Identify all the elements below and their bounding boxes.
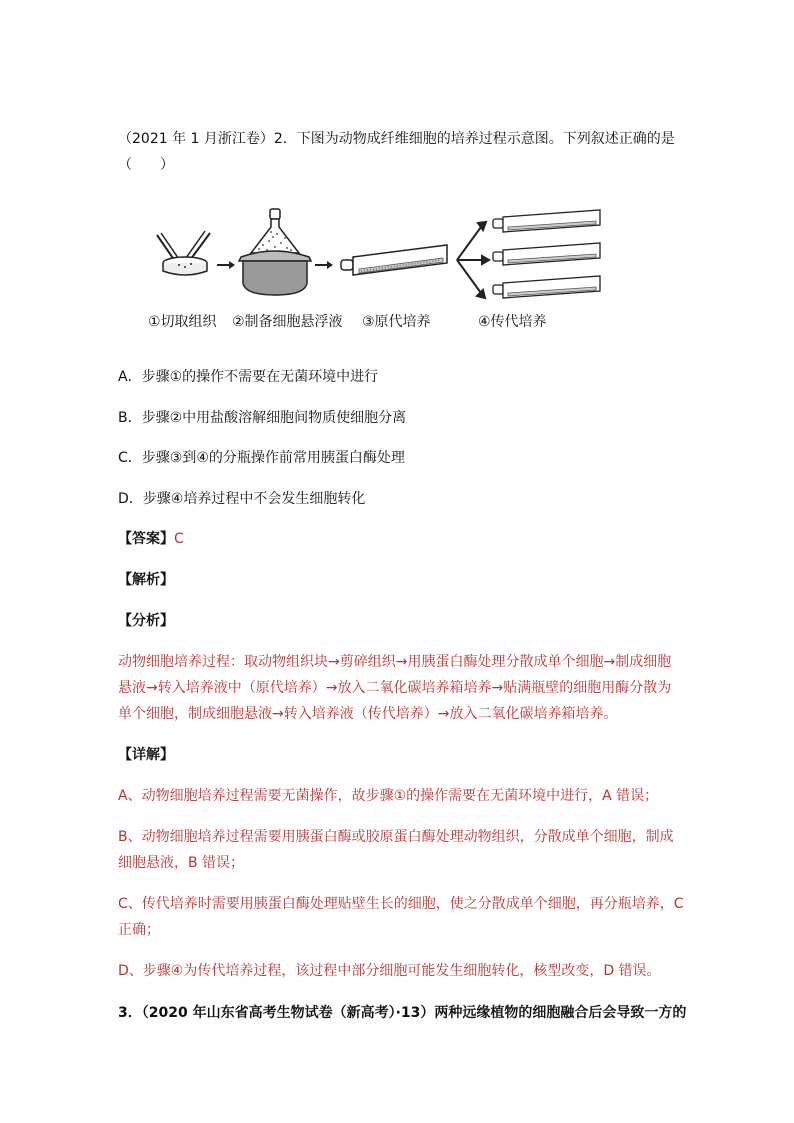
figure-label-4: ④传代培养 xyxy=(478,314,547,330)
analysis-label: 【解析】 xyxy=(118,572,174,588)
question-source: （2021 年 1 月浙江卷） xyxy=(118,131,274,147)
arrow: → xyxy=(325,680,338,696)
branch-arrows-icon xyxy=(457,222,489,298)
fenxi-step: 用胰蛋白酶处理分散成单个细胞 xyxy=(407,654,604,670)
fenxi-step: 剪碎组织 xyxy=(339,654,396,670)
option-d: D．步骤④培养过程中不会发生细胞转化 xyxy=(118,491,366,507)
answer-blank: （ ） xyxy=(118,157,174,173)
option-b: B．步骤②中用盐酸溶解细胞间物质使细胞分离 xyxy=(118,410,407,426)
detail-c-line-2: 正确； xyxy=(118,922,160,938)
answer-line xyxy=(118,529,184,549)
fenxi-step-part: 贴满瓶壁的细胞用酶分散为 xyxy=(503,680,672,696)
figure-label-3: ③原代培养 xyxy=(362,314,431,330)
next-question: 3．（2020 年山东省高考生物试卷（新高考）·13）两种远缘植物的细胞融合后会导致一方的 xyxy=(118,1005,687,1021)
arrow: → xyxy=(146,680,158,696)
passage-flasks-icon xyxy=(493,210,600,298)
culture-flask-icon xyxy=(341,245,447,275)
fenxi-step: 放入二氧化碳培养箱培养。 xyxy=(449,706,618,722)
detail-b-line-2: 细胞悬液，B 错误； xyxy=(118,855,245,871)
question-stem: 2．下图为动物成纤维细胞的培养过程示意图。下列叙述正确的是 xyxy=(273,131,675,147)
arrow: → xyxy=(603,654,616,670)
question-stem-line xyxy=(118,129,675,149)
detail-c-line-1: C、传代培养时需要用胰蛋白酶处理贴壁生长的细胞，使之分散成单个细胞，再分瓶培养，C xyxy=(118,896,684,912)
answer-value: C xyxy=(174,531,184,547)
arrow: → xyxy=(328,654,340,670)
petri-dish-icon xyxy=(157,231,210,275)
figure-label-2: ②制备细胞悬浮液 xyxy=(232,314,343,330)
arrow-icon xyxy=(315,261,333,269)
flask-on-stirrer-icon xyxy=(239,209,311,295)
fenxi-intro: 动物细胞培养过程：取动物组织块 xyxy=(118,654,328,670)
detail-label: 【详解】 xyxy=(118,747,174,763)
detail-a: A、动物细胞培养过程需要无菌操作，故步骤①的操作需要在无菌环境中进行，A 错误； xyxy=(118,788,659,804)
fenxi-step: 放入二氧化碳培养箱培养 xyxy=(337,680,492,696)
answer-label: 【答案】 xyxy=(118,531,174,547)
option-c: C．步骤③到④的分瓶操作前常用胰蛋白酶处理 xyxy=(118,450,405,466)
fenxi-line-3 xyxy=(118,704,617,724)
fenxi-label: 【分析】 xyxy=(118,613,174,629)
fenxi-step-part: 制成细胞 xyxy=(615,654,672,670)
option-a: A．步骤①的操作不需要在无菌环境中进行 xyxy=(118,369,379,385)
fenxi-line-1 xyxy=(118,652,671,672)
detail-b-line-1: B、动物细胞培养过程需要用胰蛋白酶或胶原蛋白酶处理动物组织，分散成单个细胞，制成 xyxy=(118,829,674,845)
arrow: → xyxy=(272,706,284,722)
arrow: → xyxy=(395,654,408,670)
arrow: → xyxy=(437,706,450,722)
arrow-icon xyxy=(217,261,235,269)
fenxi-step-part: 单个细胞，制成细胞悬液 xyxy=(118,706,272,722)
arrow: → xyxy=(491,680,504,696)
fenxi-step: 转入培养液中（原代培养） xyxy=(157,680,326,696)
fenxi-step: 转入培养液（传代培养） xyxy=(283,706,438,722)
figure-label-1: ①切取组织 xyxy=(148,314,217,330)
detail-d: D、步骤④为传代培养过程，该过程中部分细胞可能发生细胞转化，核型改变，D 错误。 xyxy=(118,963,661,979)
fenxi-line-2 xyxy=(118,678,671,698)
fenxi-step-part: 悬液 xyxy=(118,680,146,696)
